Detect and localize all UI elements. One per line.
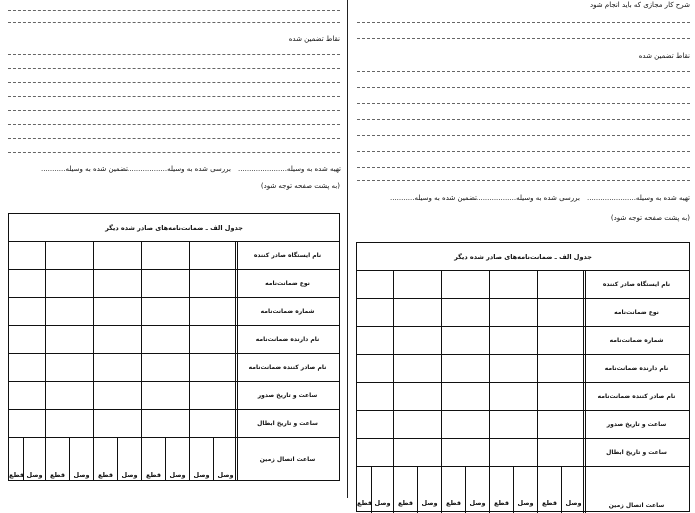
table-cell[interactable] — [490, 411, 538, 438]
writing-line[interactable] — [8, 68, 340, 69]
writing-line[interactable] — [8, 110, 340, 111]
row-label: ساعت اتصال زمین — [235, 438, 339, 480]
connection-label: وصل — [469, 499, 486, 507]
table-cell[interactable] — [118, 438, 142, 480]
writing-line[interactable] — [357, 22, 690, 23]
writing-line[interactable] — [357, 38, 690, 39]
table-cell[interactable] — [538, 467, 562, 513]
table-cell[interactable] — [94, 354, 142, 381]
writing-line[interactable] — [8, 22, 340, 23]
table-cell[interactable] — [94, 438, 118, 480]
table-cell[interactable] — [394, 299, 442, 326]
table-cell[interactable] — [94, 242, 142, 269]
connection-label: قطع — [145, 471, 162, 479]
table-cell[interactable] — [46, 438, 70, 480]
table-cell[interactable] — [94, 298, 142, 325]
table-cell[interactable] — [538, 271, 586, 298]
table-cell[interactable] — [490, 327, 538, 354]
connection-label: وصل — [517, 499, 534, 507]
table-cell[interactable] — [9, 410, 46, 437]
table-title: جدول الف ـ ضمانت‌نامه‌های صادر شده دیگر — [357, 243, 689, 271]
connection-label: قطع — [9, 471, 25, 479]
prepared-by: تهیه شده به وسیله...................... — [237, 165, 341, 173]
table-cell[interactable] — [46, 326, 94, 353]
table-cell[interactable] — [9, 354, 46, 381]
table-cell[interactable] — [142, 354, 190, 381]
table-cell[interactable] — [357, 467, 372, 513]
table-cell[interactable] — [394, 411, 442, 438]
table-cell[interactable] — [538, 299, 586, 326]
row-label: نام صادر کننده ضمانت‌نامه — [583, 383, 689, 410]
guaranteed-points-label: نقاط تضمین شده — [638, 52, 690, 60]
table-cell[interactable] — [357, 383, 394, 410]
table-cell[interactable] — [94, 270, 142, 297]
connection-label: قطع — [541, 499, 558, 507]
connection-label: قطع — [49, 471, 66, 479]
table-cell[interactable] — [142, 438, 166, 480]
table-cell[interactable] — [357, 355, 394, 382]
writing-line[interactable] — [357, 151, 690, 152]
table-row — [357, 383, 689, 411]
table-cell[interactable] — [490, 383, 538, 410]
row-label: نوع ضمانت‌نامه — [235, 270, 339, 297]
writing-line[interactable] — [357, 119, 690, 120]
table-cell[interactable] — [166, 438, 190, 480]
table-cell[interactable] — [357, 411, 394, 438]
table-cell[interactable] — [46, 270, 94, 297]
writing-line[interactable] — [8, 10, 340, 11]
row-label: ساعت و تاریخ ابطال — [235, 410, 339, 437]
table-row — [9, 270, 339, 298]
table-cell[interactable] — [466, 467, 490, 513]
row-label: شماره ضمانت‌نامه — [583, 327, 689, 354]
table-cell[interactable] — [357, 327, 394, 354]
table-cell[interactable] — [142, 298, 190, 325]
connection-label: وصل — [193, 471, 210, 479]
table-cell[interactable] — [514, 467, 538, 513]
table-cell[interactable] — [9, 438, 24, 480]
table-cell[interactable] — [394, 467, 418, 513]
table-cell[interactable] — [357, 271, 394, 298]
table-cell[interactable] — [190, 382, 238, 409]
table-cell[interactable] — [357, 439, 394, 466]
turn-page-note: (به پشت صفحه توجه شود) — [610, 214, 690, 222]
writing-line[interactable] — [357, 71, 690, 72]
writing-line[interactable] — [357, 180, 690, 181]
row-label: نام ایستگاه صادر کننده — [583, 271, 689, 298]
table-cell[interactable] — [46, 242, 94, 269]
table-cell[interactable] — [442, 383, 490, 410]
row-label: نوع ضمانت‌نامه — [583, 299, 689, 326]
connection-label: وصل — [121, 471, 138, 479]
table-cell[interactable] — [142, 270, 190, 297]
table-cell[interactable] — [46, 410, 94, 437]
table-row — [9, 354, 339, 382]
row-label: ساعت و تاریخ صدور — [235, 382, 339, 409]
table-row — [357, 439, 689, 467]
writing-line[interactable] — [8, 152, 340, 153]
table-cell[interactable] — [9, 298, 46, 325]
table-cell[interactable] — [442, 411, 490, 438]
connection-label: قطع — [97, 471, 114, 479]
table-cell[interactable] — [24, 438, 46, 480]
guaranteed-points-label: نقاط تضمین شده — [288, 35, 340, 43]
table-cell[interactable] — [394, 271, 442, 298]
table-cell[interactable] — [190, 298, 238, 325]
guaranteed-by: تضمین شده به وسیله........... — [41, 165, 128, 173]
table-row-earthing — [9, 438, 339, 480]
table-cell[interactable] — [372, 467, 394, 513]
writing-line[interactable] — [8, 54, 340, 55]
row-label: ساعت و تاریخ صدور — [583, 411, 689, 438]
table-cell[interactable] — [442, 467, 466, 513]
table-cell[interactable] — [394, 327, 442, 354]
table-cell[interactable] — [9, 270, 46, 297]
writing-line[interactable] — [357, 103, 690, 104]
table-cell[interactable] — [442, 439, 490, 466]
table-cell[interactable] — [9, 382, 46, 409]
table-row — [9, 410, 339, 438]
connection-label: قطع — [357, 499, 373, 507]
table-cell[interactable] — [538, 355, 586, 382]
guarantees-table — [356, 242, 690, 512]
row-label: ساعت و تاریخ ابطال — [583, 439, 689, 466]
table-cell[interactable] — [538, 439, 586, 466]
table-cell[interactable] — [490, 467, 514, 513]
table-cell[interactable] — [94, 382, 142, 409]
row-label: نام دارنده ضمانت‌نامه — [583, 355, 689, 382]
table-cell[interactable] — [9, 326, 46, 353]
connection-label: وصل — [217, 471, 234, 479]
table-cell[interactable] — [538, 327, 586, 354]
writing-line[interactable] — [8, 124, 340, 125]
table-row — [9, 326, 339, 354]
turn-page-note: (به پشت صفحه توجه شود) — [260, 182, 340, 190]
writing-line[interactable] — [357, 87, 690, 88]
guaranteed-by: تضمین شده به وسیله........... — [390, 194, 477, 202]
table-row — [357, 327, 689, 355]
table-cell[interactable] — [190, 242, 238, 269]
table-row-earthing — [357, 467, 689, 513]
table-cell[interactable] — [190, 270, 238, 297]
table-cell[interactable] — [46, 298, 94, 325]
table-cell[interactable] — [490, 355, 538, 382]
table-cell[interactable] — [442, 355, 490, 382]
table-cell[interactable] — [190, 438, 214, 480]
connection-label: وصل — [169, 471, 186, 479]
writing-line[interactable] — [357, 135, 690, 136]
table-cell[interactable] — [442, 299, 490, 326]
table-cell[interactable] — [70, 438, 94, 480]
table-title: جدول الف ـ ضمانت‌نامه‌های صادر شده دیگر — [9, 214, 339, 242]
table-row — [357, 299, 689, 327]
connection-label: وصل — [26, 471, 43, 479]
row-label: شماره ضمانت‌نامه — [235, 298, 339, 325]
table-cell[interactable] — [394, 383, 442, 410]
table-cell[interactable] — [190, 326, 238, 353]
table-row — [9, 298, 339, 326]
row-label: ساعت اتصال زمین — [583, 467, 689, 513]
connection-label: وصل — [421, 499, 438, 507]
writing-line[interactable] — [8, 138, 340, 139]
connection-label: قطع — [397, 499, 414, 507]
table-row — [9, 382, 339, 410]
connection-label: وصل — [73, 471, 90, 479]
row-label: نام صادر کننده ضمانت‌نامه — [235, 354, 339, 381]
table-cell[interactable] — [442, 271, 490, 298]
table-row — [357, 271, 689, 299]
table-cell[interactable] — [142, 382, 190, 409]
table-cell[interactable] — [46, 354, 94, 381]
table-cell[interactable] — [394, 355, 442, 382]
table-cell[interactable] — [94, 410, 142, 437]
prepared-by: تهیه شده به وسیله...................... — [586, 194, 690, 202]
table-cell[interactable] — [142, 326, 190, 353]
connection-label: وصل — [565, 499, 582, 507]
connection-label: قطع — [445, 499, 462, 507]
table-cell[interactable] — [490, 271, 538, 298]
page-divider — [347, 0, 348, 498]
writing-line[interactable] — [8, 96, 340, 97]
writing-line[interactable] — [8, 82, 340, 83]
table-cell[interactable] — [490, 299, 538, 326]
table-cell[interactable] — [357, 299, 394, 326]
row-label: نام دارنده ضمانت‌نامه — [235, 326, 339, 353]
table-row — [357, 355, 689, 383]
connection-label: قطع — [493, 499, 510, 507]
table-cell[interactable] — [538, 411, 586, 438]
reviewed-by: بررسی شده به وسیله.................. — [127, 165, 231, 173]
table-cell[interactable] — [538, 383, 586, 410]
table-cell[interactable] — [418, 467, 442, 513]
table-cell[interactable] — [9, 242, 46, 269]
table-cell[interactable] — [94, 326, 142, 353]
table-cell[interactable] — [394, 439, 442, 466]
connection-label: وصل — [374, 499, 391, 507]
row-label: نام ایستگاه صادر کننده — [235, 242, 339, 269]
table-row — [9, 242, 339, 270]
table-cell[interactable] — [142, 242, 190, 269]
table-cell[interactable] — [46, 382, 94, 409]
reviewed-by: بررسی شده به وسیله.................. — [476, 194, 580, 202]
table-row — [357, 411, 689, 439]
work-description-label: شرح کار مجازی که باید انجام شود — [590, 1, 690, 9]
table-cell[interactable] — [490, 439, 538, 466]
table-cell[interactable] — [190, 410, 238, 437]
table-cell[interactable] — [190, 354, 238, 381]
table-cell[interactable] — [442, 327, 490, 354]
guarantees-table — [8, 213, 340, 481]
table-cell[interactable] — [142, 410, 190, 437]
writing-line[interactable] — [357, 167, 690, 168]
